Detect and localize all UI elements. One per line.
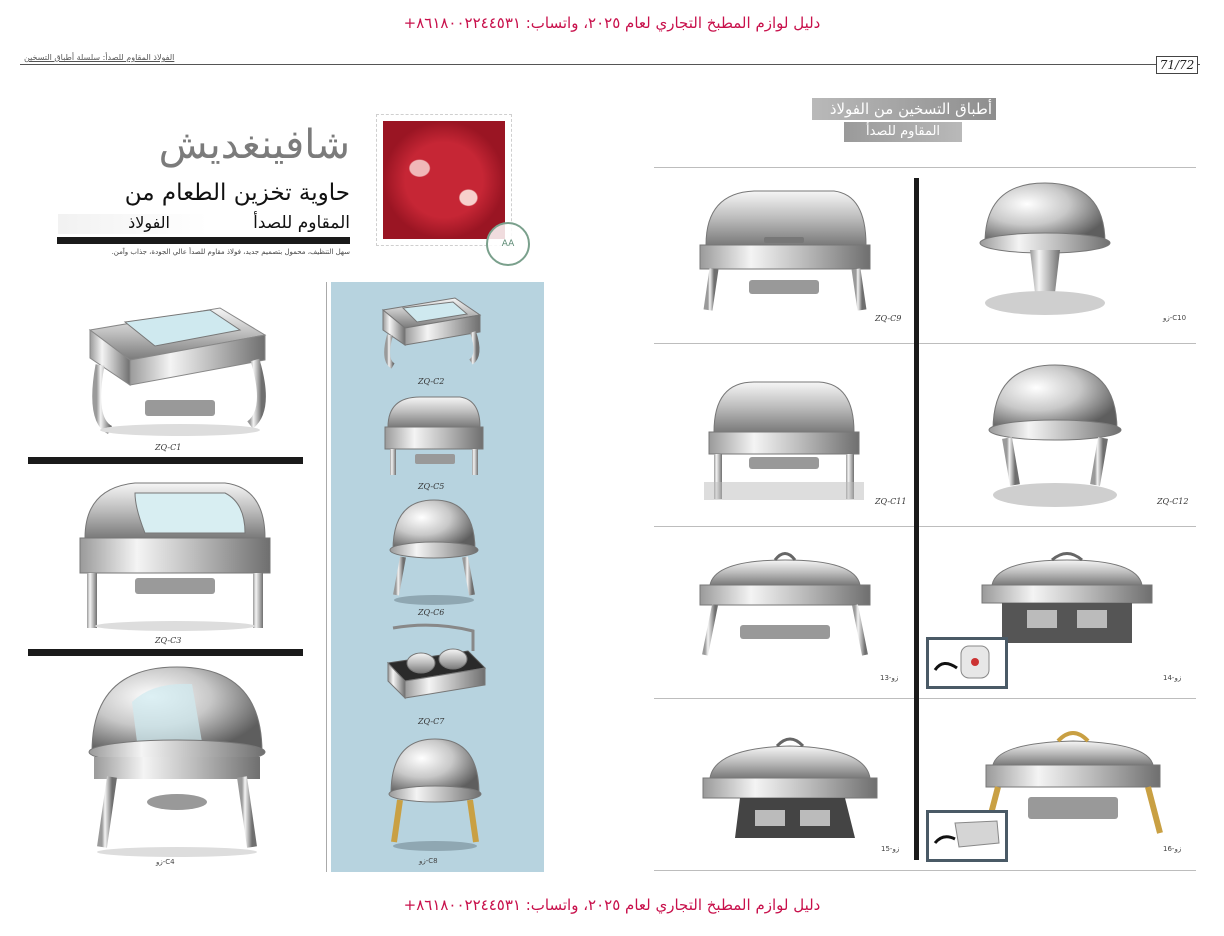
product-zq-c11-image <box>704 372 864 502</box>
right-title-line2: المقاوم للصدأ <box>844 122 962 142</box>
product-code-15: زو-15 <box>881 845 900 853</box>
product-15-image <box>695 728 885 853</box>
product-code-16: زو-16 <box>1163 845 1182 853</box>
title-underline-bar <box>57 237 350 244</box>
meat-photo <box>376 114 512 246</box>
product-zq-c10-image <box>975 178 1115 323</box>
product-code-zq-c3: ZQ-C3 <box>155 636 182 645</box>
description: سهل التنظيف، محمول بتصميم جديد، فولاذ مقاوم للصدأ عالي الجودة، جذاب وآمن. <box>111 248 350 256</box>
panel-separator <box>326 282 327 872</box>
meat-image <box>383 121 505 239</box>
product-zq-c9-image <box>694 185 874 315</box>
page-title: شافينغديش <box>158 122 350 168</box>
plate-icon <box>929 813 1005 859</box>
product-zq-c6-image <box>388 495 480 607</box>
product-code-13: زو-13 <box>880 674 899 682</box>
product-code-zq-c12: ZQ-C12 <box>1157 497 1189 506</box>
product-code-zq-c1: ZQ-C1 <box>155 443 182 452</box>
electric-heater-accessory-image <box>926 637 1008 689</box>
divider-bar <box>28 649 303 656</box>
product-zq-c2-image <box>375 290 487 370</box>
product-zq-c5-image <box>380 392 486 477</box>
right-title-line1: أطباق التسخين من الفولاذ <box>812 98 996 120</box>
product-code-zq-c2: ZQ-C2 <box>418 377 445 386</box>
breadcrumb: الفولاذ المقاوم للصدأ: سلسلة أطباق التسخين <box>24 53 175 62</box>
product-code-zq-c6: ZQ-C6 <box>418 608 445 617</box>
bottom-banner: دليل لوازم المطبخ التجاري لعام ٢٠٢٥، واتساب: ٨٦١٨٠٠٢٢٤٤٥٣١+ <box>403 896 821 914</box>
product-code-zq-c10: زو-C10 <box>1163 314 1187 322</box>
grid-rule <box>654 167 1196 168</box>
product-code-zq-c8: زو-C8 <box>419 857 438 865</box>
product-zq-c8-image <box>386 734 484 852</box>
grid-center-bar <box>914 178 919 860</box>
grid-rule <box>654 698 1196 699</box>
subtitle-line2: المقاوم للصدأ <box>253 213 350 233</box>
product-code-zq-c4: زو-C4 <box>156 858 175 866</box>
product-code-zq-c9: ZQ-C9 <box>875 314 902 323</box>
postmark-stamp: AA <box>486 222 530 266</box>
grid-rule <box>654 343 1196 344</box>
product-zq-c12-image <box>985 360 1125 510</box>
product-code-zq-c7: ZQ-C7 <box>418 717 445 726</box>
product-code-zq-c11: ZQ-C11 <box>875 497 907 506</box>
product-zq-c1-image <box>70 290 280 440</box>
subtitle-line1: حاوية تخزين الطعام من <box>124 180 350 206</box>
product-13-image <box>690 545 880 660</box>
product-code-14: زو-14 <box>1163 674 1182 682</box>
divider-bar <box>28 457 303 464</box>
product-zq-c4-image <box>82 662 272 862</box>
heater-icon <box>929 640 1005 686</box>
page-number: 71/72 <box>1156 56 1198 74</box>
grid-rule <box>654 526 1196 527</box>
header-rule <box>20 64 1200 65</box>
subtitle-line3: الفولاذ <box>128 213 170 232</box>
product-code-zq-c5: ZQ-C5 <box>418 482 445 491</box>
grid-rule <box>654 870 1196 871</box>
top-banner: دليل لوازم المطبخ التجاري لعام ٢٠٢٥، واتساب: ٨٦١٨٠٠٢٢٤٤٥٣١+ <box>403 14 821 32</box>
induction-plate-accessory-image <box>926 810 1008 862</box>
product-zq-c7-image <box>383 623 489 715</box>
product-zq-c3-image <box>75 478 275 633</box>
